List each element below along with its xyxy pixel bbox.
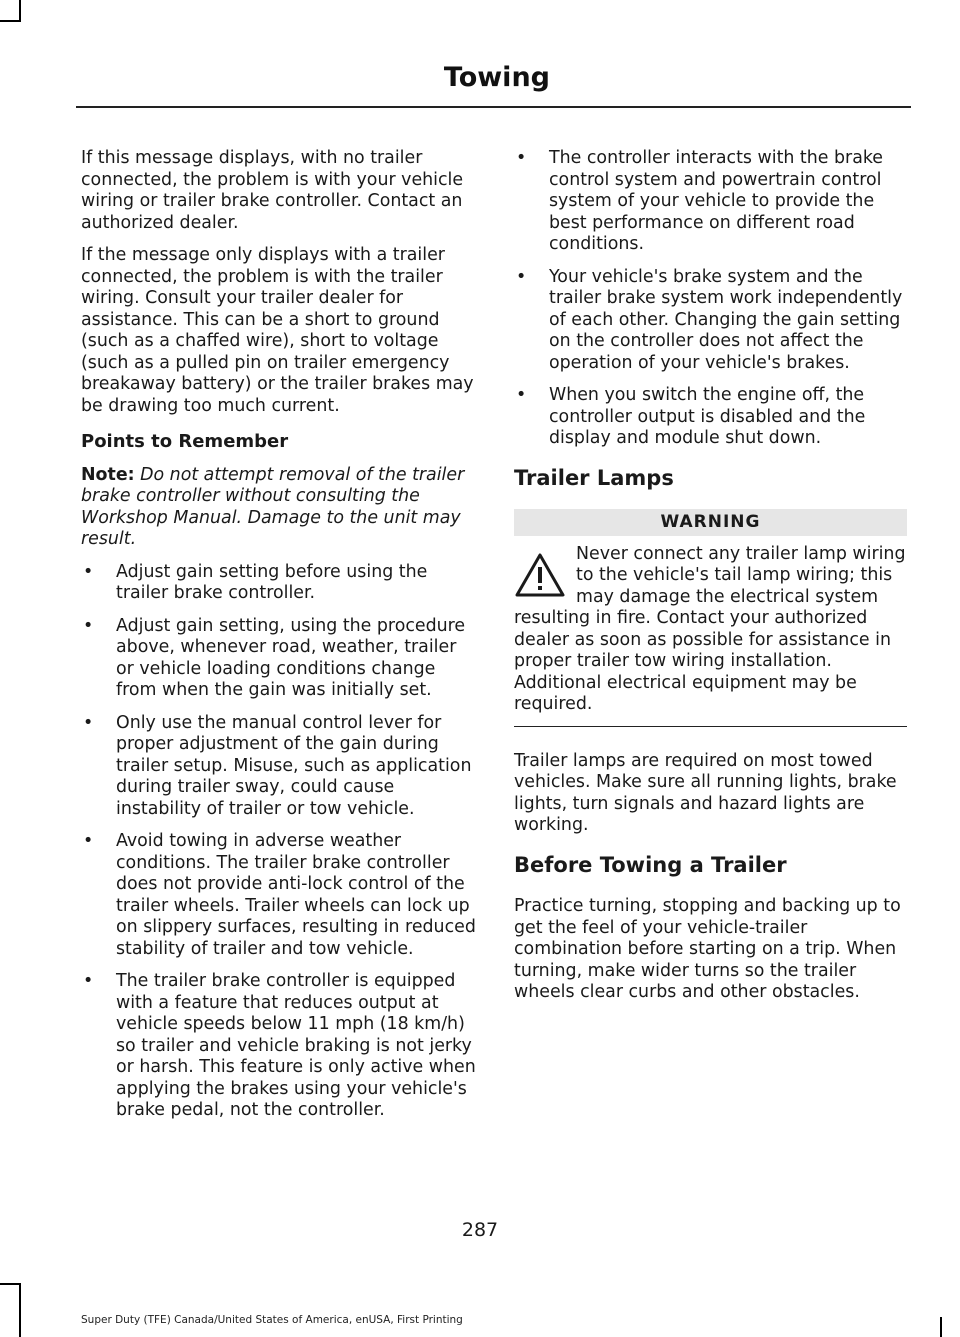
list-item	[514, 385, 907, 450]
before-towing-heading: Before Towing a Trailer	[514, 852, 787, 877]
bullet-icon: •	[516, 148, 527, 168]
list-item	[81, 831, 476, 960]
trailer-lamps-paragraph: Trailer lamps are required on most towed vehicles. Make sure all running lights, brake lights, turn signals and hazard lights are working.	[514, 750, 897, 835]
list-item-text: Adjust gain setting before using the trailer brake controller.	[116, 561, 428, 603]
warning-triangle-icon	[514, 552, 566, 598]
list-item-text: Avoid towing in adverse weather conditions. The trailer brake controller does not provide anti-lock control of the trailer wheels. Trailer wheels can lock up on slippery surfaces, resulting in reduced stability of trailer and tow vehicle.	[116, 831, 476, 959]
crop-mark-top-left-h	[0, 20, 20, 22]
paragraph-with-trailer: If the message only displays with a trailer connected, the problem is with the trailer wiring. Consult your trailer dealer for assistance. This can be a short to ground (such as a chaffed wire), short to voltage (such as a pulled pin on trailer emergency breakaway battery) or the trailer brakes may be drawing too much current.	[81, 245, 474, 416]
crop-mark-bottom-left	[19, 1283, 21, 1337]
left-column	[81, 148, 476, 1133]
trailer-lamps-heading: Trailer Lamps	[514, 465, 674, 490]
points-to-remember-heading: Points to Remember	[81, 431, 289, 452]
list-item	[514, 148, 907, 256]
warning-box	[514, 544, 907, 727]
bullet-icon: •	[83, 831, 94, 851]
note	[81, 465, 476, 551]
bullet-icon: •	[516, 266, 527, 287]
list-item-text: The trailer brake controller is equipped with a feature that reduces output at vehicle speeds below 11 mph (18 km/h) so trailer and vehicle braking is not jerky or harsh. This feature is only active when applying the brakes using your vehicle's brake pedal, not the controller.	[116, 971, 476, 1120]
page-title: Towing	[443, 62, 550, 93]
list-item-text: Only use the manual control lever for proper adjustment of the gain during trailer setup. Misuse, such as application during trailer sway, could cause instability of trailer or tow vehicle.	[116, 712, 472, 819]
note-text: Do not attempt removal of the trailer brake controller without consulting the Workshop Manual. Damage to the unit may result.	[81, 464, 465, 549]
page-number: 287	[461, 1219, 499, 1241]
bullet-icon: •	[83, 971, 94, 991]
crop-mark-bottom-right	[940, 1317, 942, 1337]
crop-mark-bottom-left-h	[0, 1283, 20, 1285]
list-item	[81, 971, 476, 1122]
bullet-icon: •	[83, 712, 94, 733]
right-column	[514, 148, 907, 1015]
right-bullet-list	[514, 148, 907, 450]
list-item-text: Your vehicle's brake system and the trailer brake system work independently of each other. Changing the gain setting on the controller does not affect the operation of your vehicle's brakes.	[549, 266, 903, 373]
list-item-text: Adjust gain setting, using the procedure above, whenever road, weather, trailer or vehicle loading conditions change from when the gain was initially set.	[116, 615, 466, 700]
header-rule	[76, 106, 911, 108]
list-item	[81, 713, 476, 821]
bullet-icon: •	[516, 385, 527, 405]
note-label: Note:	[81, 464, 135, 485]
warning-text: Never connect any trailer lamp wiring to the vehicle's tail lamp wiring; this may damage the electrical system resulting in fire. Contact your authorized dealer as soon as possible for assistance in proper trailer tow wiring installation. Additional electrical equipment may be required.	[514, 543, 906, 714]
warning-banner: WARNING	[514, 509, 907, 536]
crop-mark-top-left	[19, 0, 21, 22]
list-item-text: When you switch the engine off, the controller output is disabled and the display and module shut down.	[549, 385, 866, 448]
footer-text: Super Duty (TFE) Canada/United States of America, enUSA, First Printing	[81, 1314, 463, 1326]
bullet-icon: •	[83, 561, 94, 582]
left-bullet-list	[81, 562, 476, 1122]
list-item	[514, 267, 907, 375]
list-item	[81, 562, 476, 605]
list-item-text: The controller interacts with the brake control system and powertrain control system of your vehicle to provide the best performance on different road conditions.	[549, 148, 883, 254]
paragraph-no-trailer: If this message displays, with no trailer connected, the problem is with your vehicle wiring or trailer brake controller. Contact an authorized dealer.	[81, 148, 464, 233]
before-towing-paragraph: Practice turning, stopping and backing up to get the feel of your vehicle-trailer combination before starting on a trip. When turning, make wider turns so the trailer wheels clear curbs and other obstacles.	[514, 896, 901, 1002]
bullet-icon: •	[83, 615, 94, 636]
list-item	[81, 616, 476, 702]
